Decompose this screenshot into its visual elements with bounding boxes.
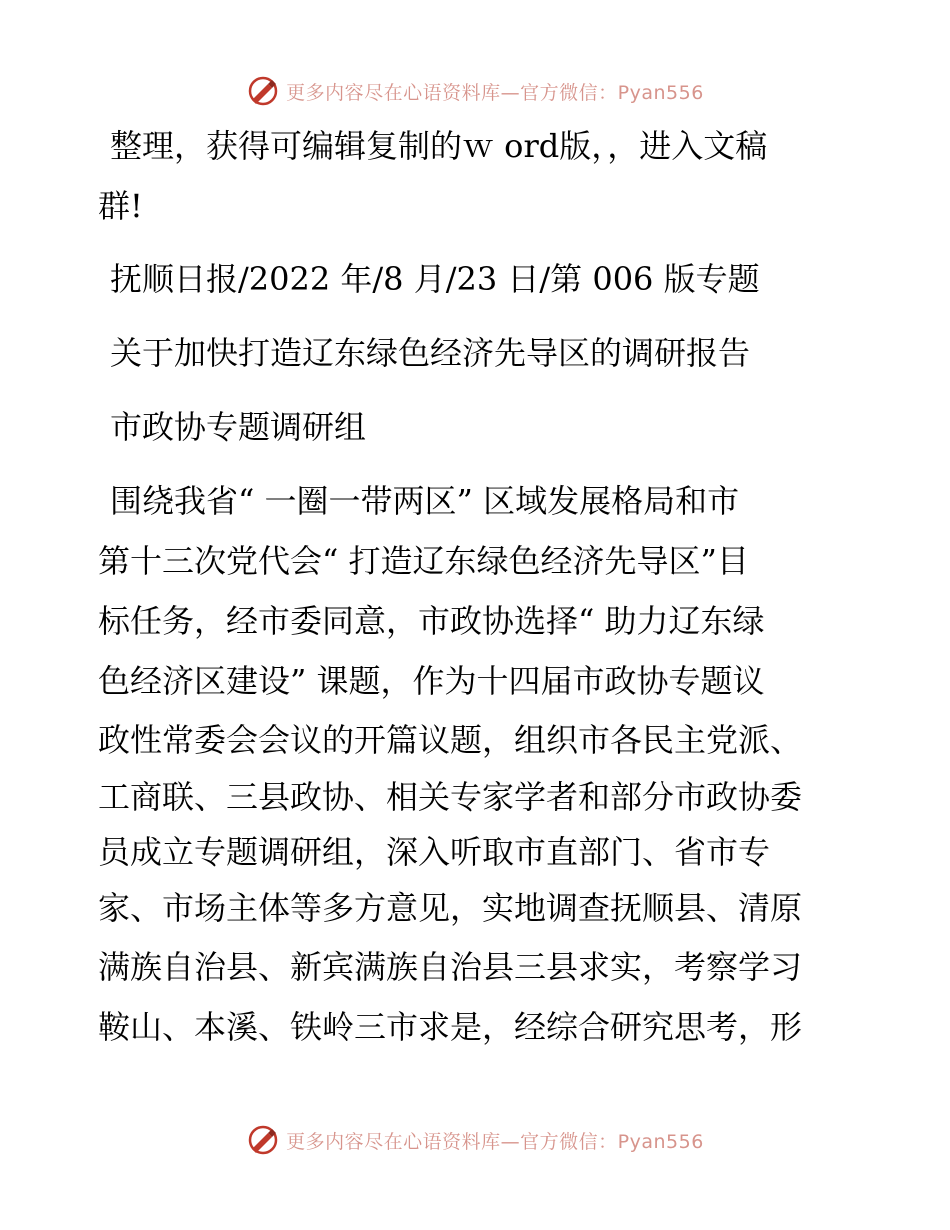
intro-line-2: 群! xyxy=(98,187,143,225)
body-line: 员成立专题调研组，深入听取市直部门、省市专 xyxy=(98,833,771,871)
watermark-text: 更多内容尽在心语资料库—官方微信：Pyan556 xyxy=(286,1130,704,1153)
body-line: 政性常委会会议的开篇议题，组织市各民主党派、 xyxy=(98,721,803,759)
watermark-text: 更多内容尽在心语资料库—官方微信：Pyan556 xyxy=(286,81,704,104)
pen-in-circle-icon xyxy=(246,1123,280,1157)
pen-in-circle-icon xyxy=(246,74,280,108)
body-line: 工商联、三县政协、相关专家学者和部分市政协委 xyxy=(98,778,803,816)
source-line: 抚顺日报/2022 年/8 月/23 日/第 006 版专题 xyxy=(110,260,760,298)
document-author: 市政协专题调研组 xyxy=(110,408,367,446)
body-line: 鞍山、本溪、铁岭三市求是，经综合研究思考，形 xyxy=(98,1008,803,1046)
body-line: 满族自治县、新宾满族自治县三县求实，考察学习 xyxy=(98,948,803,986)
body-line: 标任务，经市委同意，市政协选择“ 助力辽东绿 xyxy=(98,602,765,640)
body-line: 家、市场主体等多方意见，实地调查抚顺县、清原 xyxy=(98,889,803,927)
intro-line-1: 整理，获得可编辑复制的ｗ ord版，，进入文稿 xyxy=(110,127,768,165)
footer-watermark xyxy=(0,1120,950,1160)
body-line: 围绕我省“ 一圈一带两区” 区域发展格局和市 xyxy=(110,482,740,520)
body-line: 色经济区建设” 课题，作为十四届市政协专题议 xyxy=(98,662,765,700)
document-title: 关于加快打造辽东绿色经济先导区的调研报告 xyxy=(110,334,751,372)
header-watermark xyxy=(0,71,950,111)
body-line: 第十三次党代会“ 打造辽东绿色经济先导区”目 xyxy=(98,542,749,580)
